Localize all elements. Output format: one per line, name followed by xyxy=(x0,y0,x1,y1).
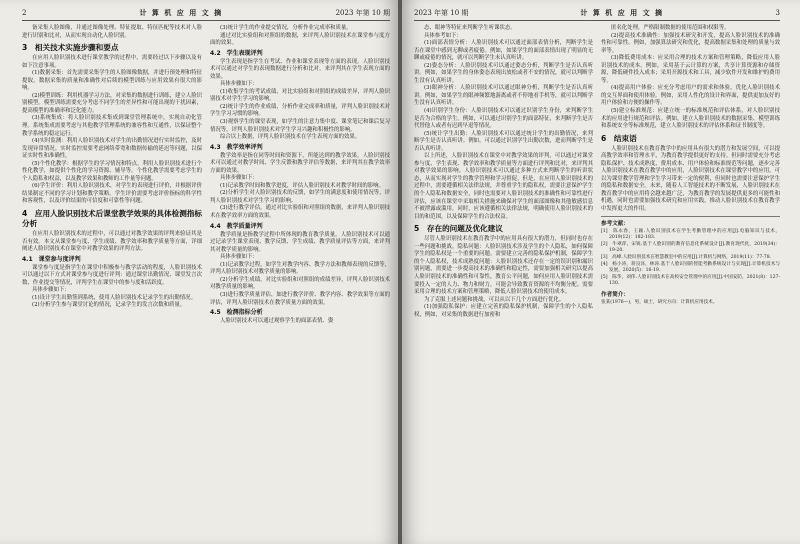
paragraph: 综合以上数据，评判人脸识别技术在学生表现方面的效果。 xyxy=(220,134,361,141)
left-column-2 xyxy=(210,25,390,326)
left-page-header xyxy=(22,8,390,21)
right-page-number: 3 xyxy=(775,9,780,17)
paragraph: 教学效率是指在同等时间和资源下，所能达到的教学效果。人脸识别技术可以通过对教学时间、学生反馈和教学评估等数据，来评判其在教学效率方面的效果。 xyxy=(210,152,390,174)
paragraph: 匿名化处理，严格限制数据的使用范围和权限等。 xyxy=(611,25,730,31)
left-columns xyxy=(22,25,390,326)
subsection-heading: 4.5 检测指标分析 xyxy=(210,309,263,317)
right-column-2-body xyxy=(601,25,780,214)
reference-item: [1] 陈永春，王颖.人脸识别技术在学生考勤管理中的应用[J].电脑知识与技术，2019(12)：182-183. xyxy=(601,228,780,241)
reference-item: [2] 牛翠萍，宋锐.基于人脸识别的教育信息化系统设计[J].教育现代化，2019(34)：19-20. xyxy=(601,241,780,254)
paragraph: 尽管人脸识别技术在教育教学中的应用具有很大的潜力，但同时也存在一些问题和挑战，隐私问题：人脸识别技术涉及学生的个人隐私，如何保障学生的隐私权是一个重要的问题。需要建立完善的隐私保护机制，保障学生的个人隐私权，技术成熟度问题：人脸识别技术还存在一定的误识别和漏识别问题，需要进一步提高技术的准确性和稳定性，需要加强相关研究以提高人脸识别技术的准确性和可靠性，教育公平问题，如何应用人脸识别技术需要投入一定的人力、物力和财力，可能会导致教育资源的不均衡分配。需要采用合理的技术方案和管理策略，降低人脸识别技术的使用成本。 xyxy=(414,236,593,296)
paragraph: 人脸识别技术可以通过观察学生的面部表情、姿 xyxy=(220,318,334,325)
right-page xyxy=(402,0,800,544)
author-title: 作者简介： xyxy=(601,291,629,298)
paragraph: (2)统计学生的作业成绩，分析作业完成率和质量，评判人脸识别技术对学生学习习惯的影响。 xyxy=(210,103,390,118)
references-rule xyxy=(601,216,780,217)
references-list xyxy=(601,229,780,288)
paragraph: 在应用人脸识别技术的过程中，可以通过对教学效果的评判来验证其是否有效。本文从课堂参与度、学生成绩、教学效率和教学质量等方面，详细阐述人脸识别技术在课堂中对教学效果的评判方法。 xyxy=(22,231,202,253)
subsection-heading: 4.3 教学效率评判 xyxy=(210,143,263,151)
section-heading: 3 相关技术实施步骤和要点 xyxy=(22,43,119,53)
left-journal-title: 计 算 机 应 用 文 摘 xyxy=(139,8,223,17)
paragraph: (3)眼神分析：人脸识别技术可以通过眼神分析，判断学生是否认真听讲。例如，如果学生的眼神频繁地游离或者不停地看手机等，就可以判断学生没有认真听讲。 xyxy=(414,85,593,107)
paragraph: (1)加强隐私保护：应建立完善的隐私保护机制，保障学生的个人隐私权，例如，对采集的数据进行加密和 xyxy=(414,304,593,318)
paragraph: 具体步骤如下： xyxy=(220,254,258,261)
paragraph: (3)进行教学评估，通过对比实验组和对照组的数据，来评判人脸识别技术在教学效率方面的效果。 xyxy=(210,205,390,220)
paragraph: 课堂参与度是指学生在课堂中积极参与教学活动的程度，人脸识别技术可以通过以下方式对课堂参与度进行评判：通过课堂出勤情况、课堂发言次数、作业提交等情况，评判学生在课堂中的参与度和活跃度。 xyxy=(22,264,202,286)
subsection-heading: 4.4 教学质量评判 xyxy=(210,222,263,230)
paragraph: (1)收集学生的考试成绩，对比实验组和对照组的成绩差异，评判人脸识别技术对学生学习的影响。 xyxy=(210,88,390,103)
paragraph: (1)面部表情分析：人脸识别技术可以通过面部表情分析，判断学生是否在课堂中感到无聊或者疲倦。例如，如果学生的面部表情出现了明显的无聊或疲倦的情况，就可以判断学生未认真听讲。 xyxy=(414,40,593,62)
right-column-2 xyxy=(601,25,780,319)
paragraph: (2)姿态分析：人脸识别技术可以通过姿态分析，判断学生是否认真听讲。例如，如果学生的身体姿态表现出放松或者不安的情况，就可以判断学生没有认真听讲。 xyxy=(414,62,593,84)
right-journal-title: 计 算 机 应 用 文 摘 xyxy=(580,8,664,17)
paragraph: (3)观察学生的课堂表现，如学生的注意力集中度、课堂笔记和课后复习情况等，评判人脸识别技术对学生学习兴趣和积极性的影响。 xyxy=(210,119,390,133)
author-bio: 张某(1976—)，男，硕士，研究方向：计算机应用技术。 xyxy=(601,299,718,305)
paragraph: (1)设计学生出勤签到系统，使用人脸识别技术记录学生的出勤情况。 xyxy=(32,294,196,301)
reference-item: [5] 陈华，刘伟.人脸识别技术在高校安全管理中的应用[J].中国安防，2021(8)：127-130. xyxy=(601,274,780,287)
paragraph: 通过对比实验组和对照组的数据，来评判人脸识别技术在课堂参与度方面的效果。 xyxy=(210,32,390,47)
paragraph: 教学质量是指教学过程中所体现的教育教学质量。人脸识别技术可以通过记录学生课堂表现、教学反馈、学生成绩、教学质量评估等方面，来评判其对教学质量的影响。 xyxy=(210,231,390,253)
paragraph: (6)学生评价：利用人脸识别技术，对学生的表现进行评价，并根据评价结果制定不同的学习计划和教学策略。学生评价需要考虑评价指标的科学性和客观性，以及评价结果的可信度和可靠性等问题。 xyxy=(22,183,202,205)
paragraph: (3)进行教学质量评估，如进行教学评价、教学内容、教学效果等方面的评估，评判人脸识别技术在教学质量方面的效果。 xyxy=(210,291,390,306)
paragraph: (3)系统集成：将人脸识别技术集成到课堂管理系统中，实现自动化管理。系统集成需要考虑与其他教学管理系统的兼容性和互通性，以保证整个教学系统的稳定运行。 xyxy=(22,115,202,137)
paragraph: (2)模型训练：利用机器学习方法，对采集的数据进行训练，建立人脸识别模型。模型训练需要充分考虑不同学生的差异性和可能出现的干扰因素，提高模型的准确率和泛化能力。 xyxy=(22,92,202,114)
paragraph: (4)实时监测：利用人脸识别技术对学生的出勤情况进行实时监控，及时发现异常情况。实时监控需要考虑网络带宽和数据传输的延迟等问题，以保证实时性和准确性。 xyxy=(22,138,202,160)
paragraph: 具体步骤如下： xyxy=(220,175,258,182)
right-issue-date: 2023 年第 10 期 xyxy=(414,9,469,17)
section-heading: 4 应用人脸识别技术后课堂教学效果的具体检测指标分析 xyxy=(22,209,202,229)
paragraph: (1)记录教学过程，如学生对教学内容、教学方法和教师表现的反馈等，评判人脸识别技术对教学质量的影响。 xyxy=(210,261,390,276)
reference-item: [3] 高峰.人脸识别技术在智慧教室中的应用[J].计算机与网络，2019(11)：77-78. xyxy=(601,254,772,260)
paragraph: (3)降低费用成本：应采用合理的技术方案和管理策略，降低应用人脸识别技术的成本。例如，采用基于云计算的方案，共享计算资源和存储资源，降低硬件投入成本；采用开源技术和工具，减少软件开发和维护的费用等。 xyxy=(601,55,780,84)
paragraph: (4)提高用户体验：应充分考虑用户的需求和体验，优化人脸识别技术的交互界面和使用体验。例如，采用人性化的设计和界面，提供更加友好的用户体验和方便的操作等。 xyxy=(601,85,780,107)
reference-item: [4] 杨小涛，蒋良泽，林涛.基于人脸识别的智能考勤系统设计与实现[J].计算机技术与发展，2020(5)：16-19. xyxy=(601,261,780,274)
paragraph: (1)记录教学时间和教学进度，评估人脸识别技术对教学时间的影响。 xyxy=(220,182,384,189)
paragraph: (5)建立标准规范：应建立统一的标准规范和评估体系，对人脸识别技术的应用进行规范和评估。例如，建立人脸识别技术的数据采集、模型训练和系统安全等标准规范，建立人脸识别技术的评估体系和证书制度等。 xyxy=(601,108,780,130)
right-columns xyxy=(414,25,780,319)
paragraph: 在应用人脸识别技术进行课堂教学的过程中，需要经过以下步骤以及有如下注意事项。 xyxy=(22,55,202,69)
section-heading: 5 存在的问题及优化建议 xyxy=(414,224,503,234)
paragraph: 人脸识别技术在教育教学中的应用具有很大的潜力和发展空间，可以提高教学效率和管理水平，为教育教学提供更好的支持。但同时需要充分考虑隐私保护、技术成熟度、费用成本、用户体验和标准规范等问题，逐步完善人脸识别技术在教育教学中的应用，人脸识别技术在课堂教学中的应用，可以为课堂教学管理和学生学习带来一定的便利，但同时也需要注意保护学生的隐私和数据安全。未来，随着人工智能技术的不断发展，人脸识别技术在教育教学中的应用将会越来越广泛，为教育教学的发展提供更多的可能性和机遇，同时也需要加强技术研究和应用实践，推动人脸识别技术在教育教学中发挥更大的作用。 xyxy=(601,145,780,213)
paragraph: (2)分析学生对人脸识别技术的反馈，如学生的满意度和使用情况等，评判人脸识别技术对学生学习的影响。 xyxy=(210,190,390,204)
paragraph: (4)识别学生身份：人脸识别技术可以通过识别学生身份，来判断学生是否为合格的学生。例如，可以通过识别学生的面部特征，来判断学生是否代替他人或者有迟到早退等情况。 xyxy=(414,108,593,130)
paragraph: (1)数据采集：首先需要采集学生的人脸图像数据，并进行预处理和特征提取。数据采集的质量和准确性对后续的模型训练与应用效果有很大的影响。 xyxy=(22,70,202,92)
paragraph: (2)分析学生参与课堂讨论的情况，记录学生的发言次数和质量。 xyxy=(32,302,186,309)
left-issue-date: 2023 年第 10 期 xyxy=(335,9,390,17)
section-heading: 6 结束语 xyxy=(601,133,637,143)
paragraph: (5)统计学生出勤：人脸识别技术可以通过统计学生的出勤情况，来判断学生是否认真听讲。例如，可以通过识别学生出勤次数，进而判断学生是否认真听讲。 xyxy=(414,130,593,152)
subsection-heading: 4.1 课堂参与度评判 xyxy=(22,255,81,263)
paragraph: (3)统计学生的作业提交情况，分析作业完成率和质量。 xyxy=(220,25,352,31)
paragraph: 具体步骤如下： xyxy=(220,81,258,88)
references-title: 参考文献： xyxy=(601,220,629,227)
paragraph: 具体参考如下： xyxy=(424,32,462,39)
left-column-1 xyxy=(22,25,202,326)
paragraph: 具体步骤如下： xyxy=(32,287,70,294)
paragraph: 以上所述，人脸识别技术在课堂中对教学效果的评判，可以通过对课堂参与度、学生表现、教学效率和教学质量等方面进行评判和比对，来评判其对教学效果的影响。人脸识别技术可以通过多种方式来判断学生的听讲状态，从而实现对学生的教学管理和学习督促。但是，在应用人脸识别技术的过程中，需要遵循相关法律法规，并尊重学生的隐私权，需要注意保护学生的个人隐私和数据安全，同时也需要对人脸识别技术的准确性和可靠性进行评估，应该在课堂中采取相关措施来确保对学生的面部图像和其他敏感信息不被泄露或滥用。同时，应该遵循相关法律法规，明确使用人脸识别技术的目的和范围，以及保障学生的合法权益。 xyxy=(414,153,593,220)
right-page-header xyxy=(414,8,780,21)
right-column-1 xyxy=(414,25,593,319)
paragraph: (2)提高技术准确性：加强技术研究和开发，提高人脸识别技术的准确性和可靠性。例如，加强算法研究和优化，提高数据采集和处理的质量与效率等。 xyxy=(601,32,780,54)
subsection-heading: 4.2 学生表现评判 xyxy=(210,49,263,57)
paragraph: (2)分析学生成绩，对比实验组和对照组的成绩差异，评判人脸识别技术对教学质量的影响。 xyxy=(210,276,390,291)
left-page xyxy=(0,0,398,544)
paragraph: 学生表现是指学生在考试、作业和课堂表现等方面的表现。人脸识别技术可以通过对学生的表现数据进行分析和比对，来评判其在学生表现方面的效果。 xyxy=(210,58,390,80)
left-page-number: 2 xyxy=(22,9,27,17)
paragraph: 态、眼神等特征来判断学生听课状态。 xyxy=(424,25,516,31)
paragraph: 备采集人脸图像，并通过图像处理、特征提取、特征匹配等技术对人脸进行识别和比对，从而实现自动化人脸识别。 xyxy=(22,25,202,39)
paragraph: 为了克服上述问题和挑战，可以从以下几个方面进行优化。 xyxy=(424,296,565,303)
paragraph: (5)个性化教学：根据学生的学习情况和特点，利用人脸识别技术进行个性化教学，如提供个性化的学习资源、辅导等。个性化教学需要考虑学生的个人隐私和权益，以及教学效果和教师的工作量等问题。 xyxy=(22,160,202,182)
